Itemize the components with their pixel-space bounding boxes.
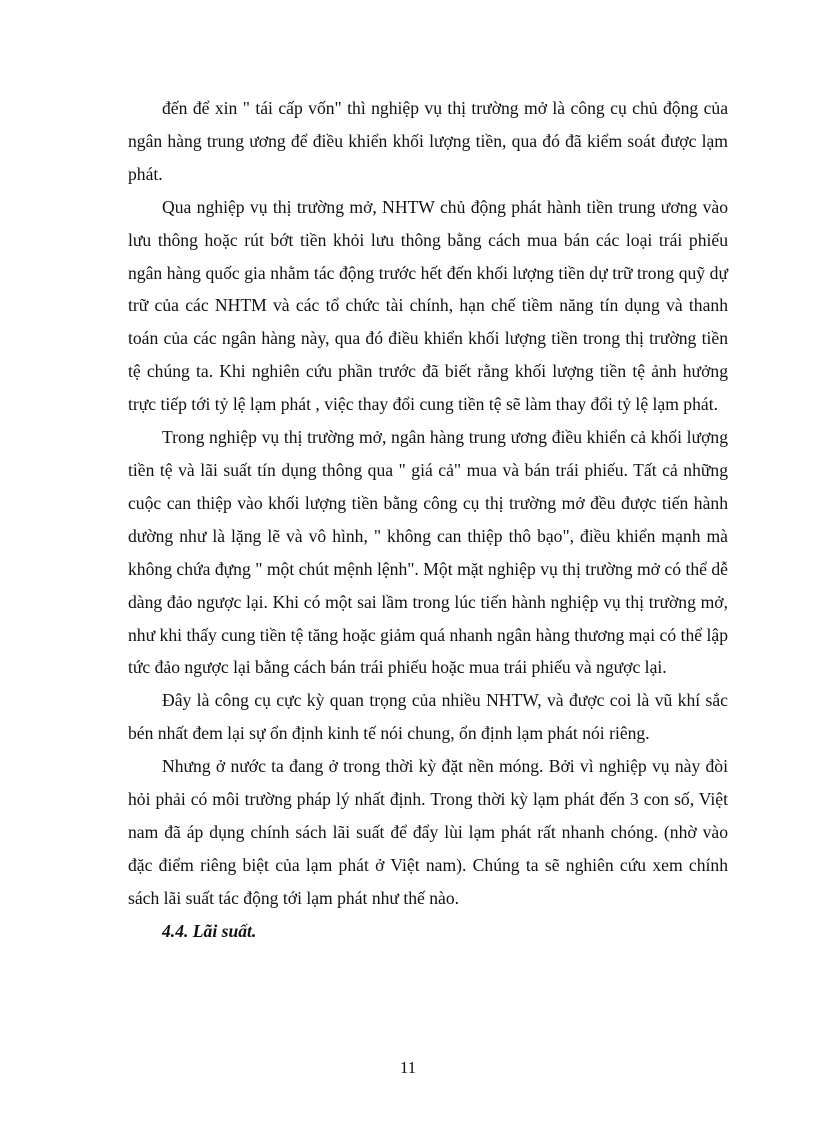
paragraph: Qua nghiệp vụ thị trường mở, NHTW chủ động phát hành tiền trung ương vào lưu thông hoặc rút bớt tiền khỏi lưu thông bằng cách mua bán các loại trái phiếu ngân hàng quốc gia nhằm tác động trước hết đến khối lượng tiền dự trữ trong quỹ dự trữ của các NHTM và các tổ chức tài chính, hạn chế tiềm năng tín dụng và thanh toán của các ngân hàng này, qua đó điều khiển khối lượng tiền trong thị trường tiền tệ chúng ta. Khi nghiên cứu phần trước đã biết rằng khối lượng tiền tệ ảnh hưởng trực tiếp tới tỷ lệ lạm phát , việc thay đổi cung tiền tệ sẽ làm thay đổi tỷ lệ lạm phát. [128,196,728,415]
paragraph: Trong nghiệp vụ thị trường mở, ngân hàng trung ương điều khiển cả khối lượng tiền tệ và lãi suất tín dụng thông qua " giá cả" mua và bán trái phiếu. Tất cả những cuộc can thiệp vào khối lượng tiền bằng công cụ thị trường mở đều được tiến hành dường như là lặng lẽ và vô hình, " không can thiệp thô bạo", điều khiển mạnh mà không chứa đựng " một chút mệnh lệnh". Một mặt nghiệp vụ thị trường mở có thể dễ dàng đảo ngược lại. Khi có một sai lầm trong lúc tiến hành nghiệp vụ thị trường mở, như khi thấy cung tiền tệ tăng hoặc giảm quá nhanh ngân hàng thương mại có thể lập tức đảo ngược lại bằng cách bán trái phiếu hoặc mua trái phiếu và ngược lại. [128,427,728,678]
page-number: 11 [399,1058,417,1077]
paragraph: Đây là công cụ cực kỳ quan trọng của nhiều NHTW, và được coi là vũ khí sắc bén nhất đem lại sự ổn định kinh tế nói chung, ổn định lạm phát nói riêng. [128,690,728,744]
section-heading: 4.4. Lãi suất. [162,920,257,941]
paragraph: đến để xin " tái cấp vốn" thì nghiệp vụ thị trường mở là công cụ chủ động của ngân hàng trung ương để điều khiển khối lượng tiền, qua đó đã kiểm soát được lạm phát. [128,98,728,184]
page-body [128,92,728,948]
paragraph: Nhưng ở nước ta đang ở trong thời kỳ đặt nền móng. Bởi vì nghiệp vụ này đòi hỏi phải có môi trường pháp lý nhất định. Trong thời kỳ lạm phát đến 3 con số, Việt nam đã áp dụng chính sách lãi suất để đẩy lùi lạm phát rất nhanh chóng. (nhờ vào đặc điểm riêng biệt của lạm phát ở Việt nam). Chúng ta sẽ nghiên cứu xem chính sách lãi suất tác động tới lạm phát như thế nào. [128,756,728,908]
